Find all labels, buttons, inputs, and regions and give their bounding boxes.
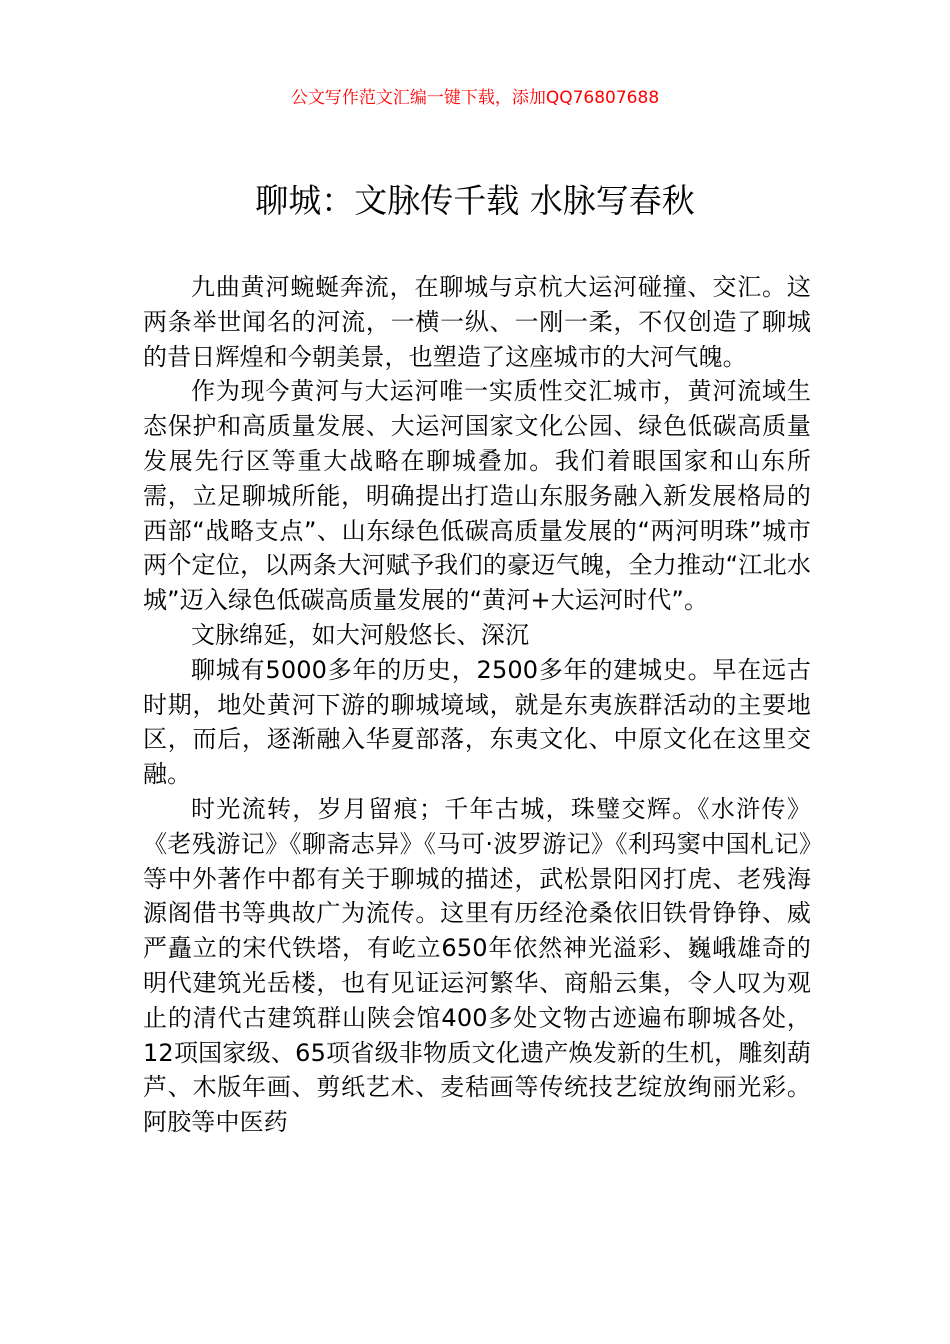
paragraph-strategy: 作为现今黄河与大运河唯一实质性交汇城市，黄河流域生态保护和高质量发展、大运河国家文化公园、绿色低碳高质量发展先行区等重大战略在聊城叠加。我们着眼国家和山东所需，立足聊城所能，明确提出打造山东服务融入新发展格局的西部“战略支点”、山东绿色低碳高质量发展的“两河明珠”城市两个定位，以两条大河赋予我们的豪迈气魄，全力推动“江北水城”迈入绿色低碳高质量发展的“黄河+大运河时代”。 — [143, 377, 811, 615]
section-heading-culture: 文脉绵延，如大河般悠长、深沉 — [191, 620, 530, 649]
paragraph-heritage: 时光流转，岁月留痕；千年古城，珠璧交辉。《水浒传》《老残游记》《聊斋志异》《马可·波罗游记》《利玛窦中国札记》等中外著作中都有关于聊城的描述，武松景阳冈打虎、老残海源阁借书等典故广为流传。这里有历经沧桑依旧铁骨铮铮、威严矗立的宋代铁塔，有屹立650年依然神光溢彩、巍峨雄奇的明代建筑光岳楼，也有见证运河繁华、商船云集，令人叹为观止的清代古建筑群山陕会馆400多处文物古迹遍布聊城各处，12项国家级、65项省级非物质文化遗产焕发新的生机，雕刻葫芦、木版年画、剪纸艺术、麦秸画等传统技艺绽放绚丽光彩。阿胶等中医药 — [143, 794, 811, 1137]
page-title: 聊城：文脉传千载 水脉写春秋 — [255, 181, 695, 220]
article-body — [143, 270, 811, 1140]
paragraph-history: 聊城有5000多年的历史，2500多年的建城史。早在远古时期，地处黄河下游的聊城境域，就是东夷族群活动的主要地区，而后，逐渐融入华夏部落，东夷文化、中原文化在这里交融。 — [143, 655, 811, 789]
download-notice: 公文写作范文汇编一键下载，添加QQ76807688 — [290, 88, 660, 108]
paragraph-intro: 九曲黄河蜿蜒奔流，在聊城与京杭大运河碰撞、交汇。这两条举世闻名的河流，一横一纵、一刚一柔，不仅创造了聊城的昔日辉煌和今朝美景，也塑造了这座城市的大河气魄。 — [143, 273, 811, 371]
